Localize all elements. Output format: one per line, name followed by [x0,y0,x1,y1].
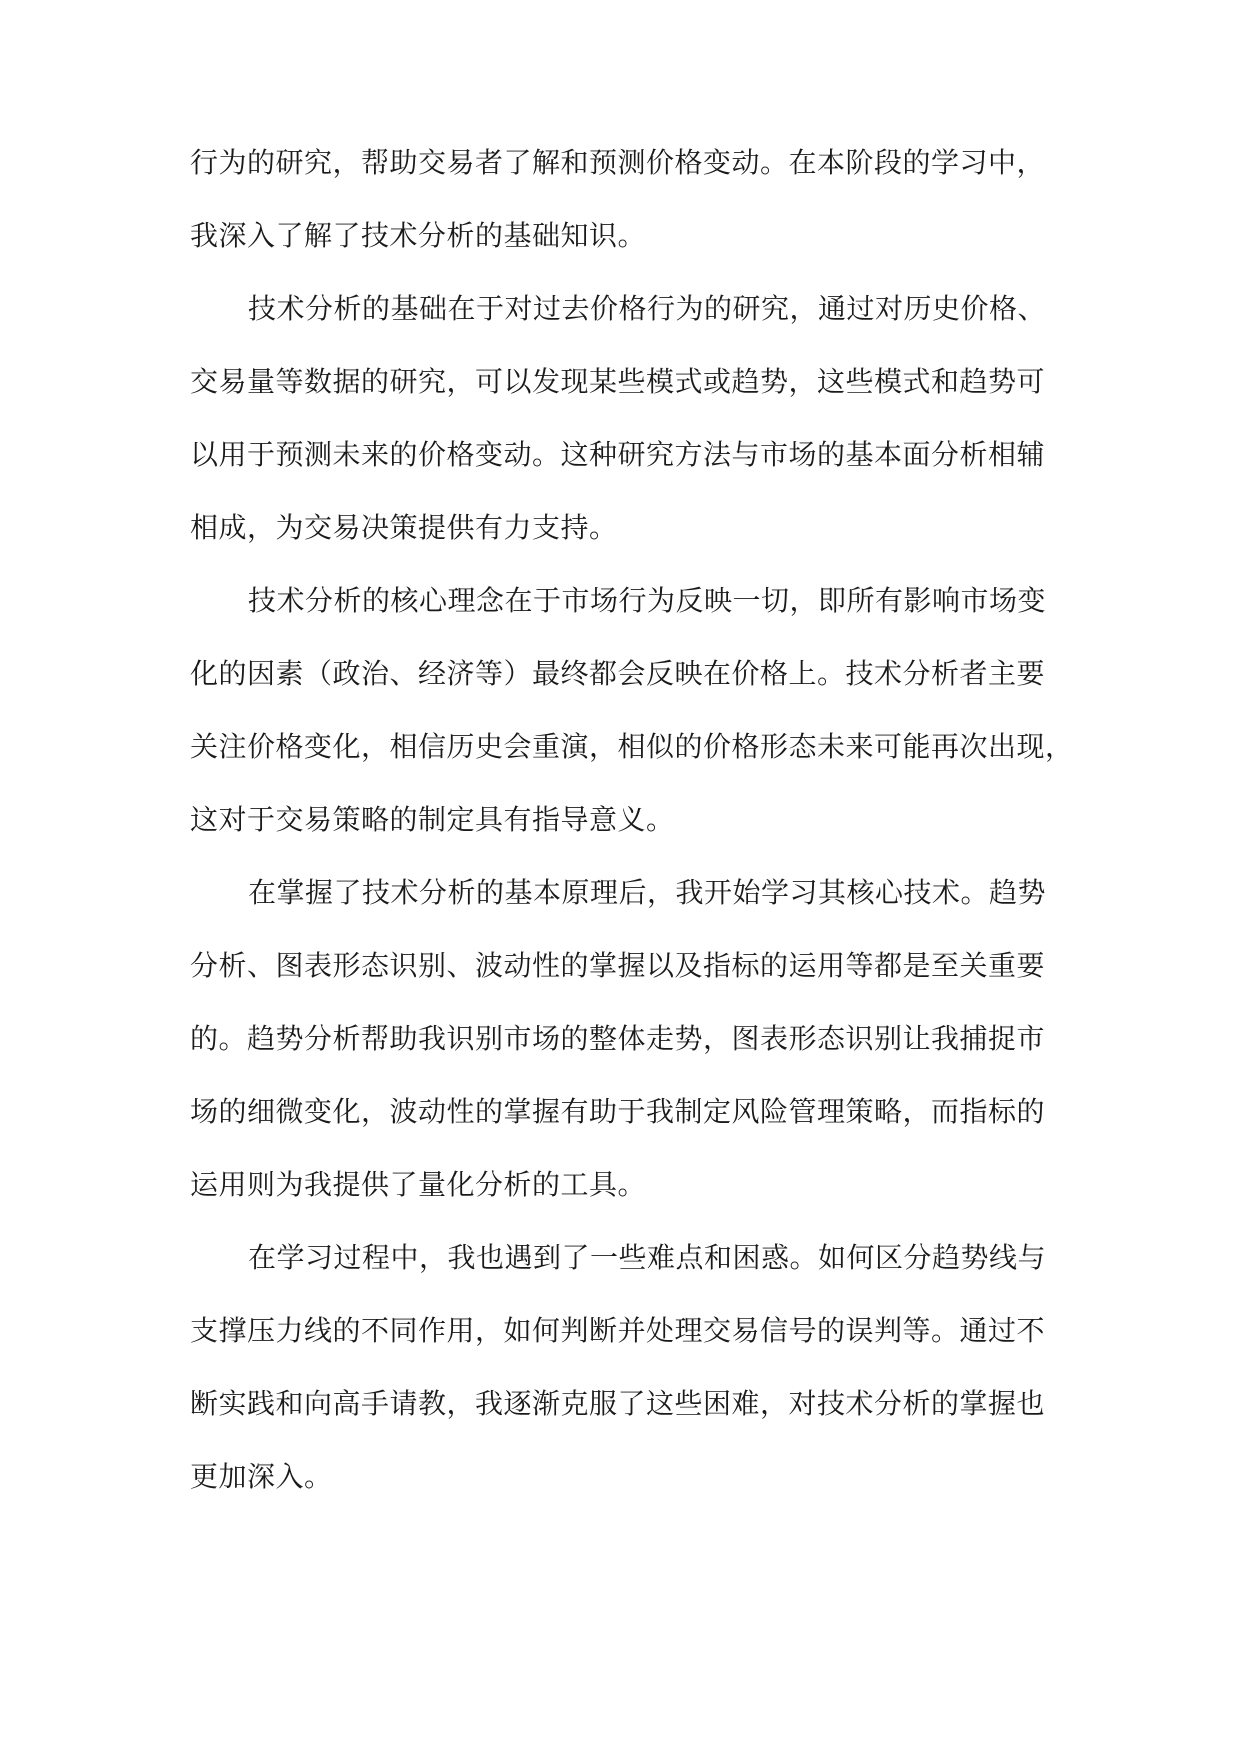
paragraph-start-line: 在掌握了技术分析的基本原理后，我开始学习其核心技术。趋势 [248,876,1047,909]
text-line: 行为的研究，帮助交易者了解和预测价格变动。在本阶段的学习中， [190,146,1046,179]
text-line: 相成，为交易决策提供有力支持。 [190,511,618,544]
text-line: 运用则为我提供了量化分析的工具。 [190,1168,647,1201]
text-line: 断实践和向高手请教，我逐渐克服了这些困难，对技术分析的掌握也 [190,1387,1046,1420]
text-line: 交易量等数据的研究，可以发现某些模式或趋势，这些模式和趋势可 [190,365,1046,398]
text-line: 化的因素（政治、经济等）最终都会反映在价格上。技术分析者主要 [190,657,1046,690]
text-line: 这对于交易策略的制定具有指导意义。 [190,803,675,836]
text-line: 的。趋势分析帮助我识别市场的整体走势，图表形态识别让我捕捉市 [190,1022,1046,1055]
text-line: 分析、图表形态识别、波动性的掌握以及指标的运用等都是至关重要 [190,949,1046,982]
document-body [190,126,1074,1513]
paragraph-start-line: 在学习过程中，我也遇到了一些难点和困惑。如何区分趋势线与 [248,1241,1047,1274]
text-line: 关注价格变化，相信历史会重演，相似的价格形态未来可能再次出现， [190,730,1074,763]
text-line: 场的细微变化，波动性的掌握有助于我制定风险管理策略，而指标的 [190,1095,1046,1128]
paragraph-start-line: 技术分析的基础在于对过去价格行为的研究，通过对历史价格、 [248,292,1047,325]
text-line: 支撑压力线的不同作用，如何判断并处理交易信号的误判等。通过不 [190,1314,1046,1347]
text-line: 更加深入。 [190,1460,333,1493]
paragraph-start-line: 技术分析的核心理念在于市场行为反映一切，即所有影响市场变 [248,584,1047,617]
text-line: 以用于预测未来的价格变动。这种研究方法与市场的基本面分析相辅 [190,438,1046,471]
text-line: 我深入了解了技术分析的基础知识。 [190,219,647,252]
